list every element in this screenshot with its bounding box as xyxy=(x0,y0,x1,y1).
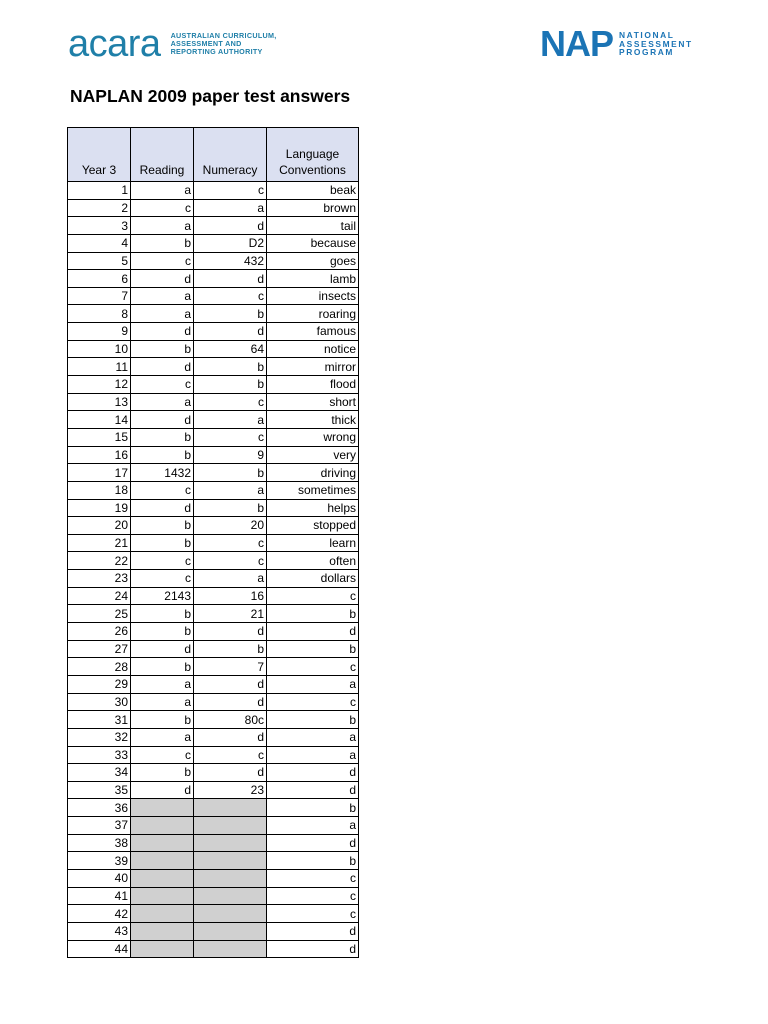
numeracy-answer-cell-empty xyxy=(194,817,267,835)
numeracy-answer-cell: b xyxy=(194,376,267,394)
language-answer-cell: tail xyxy=(267,217,359,235)
header-year: Year 3 xyxy=(68,128,131,182)
question-number-cell: 16 xyxy=(68,446,131,464)
question-number-cell: 40 xyxy=(68,869,131,887)
acara-logo-word: acara xyxy=(68,23,161,65)
question-number-cell: 32 xyxy=(68,728,131,746)
numeracy-answer-cell: d xyxy=(194,217,267,235)
language-answer-cell: b xyxy=(267,711,359,729)
nap-logo-word: NAP xyxy=(540,23,614,64)
numeracy-answer-cell: a xyxy=(194,570,267,588)
question-number-cell: 7 xyxy=(68,287,131,305)
numeracy-answer-cell-empty xyxy=(194,869,267,887)
numeracy-answer-cell-empty xyxy=(194,887,267,905)
numeracy-answer-cell: 23 xyxy=(194,781,267,799)
language-answer-cell: b xyxy=(267,605,359,623)
table-row xyxy=(68,623,359,641)
table-row xyxy=(68,693,359,711)
language-answer-cell: d xyxy=(267,781,359,799)
question-number-cell: 13 xyxy=(68,393,131,411)
header-language-conventions-label: Language Conventions xyxy=(279,147,346,177)
question-number-cell: 34 xyxy=(68,764,131,782)
table-row xyxy=(68,499,359,517)
question-number-cell: 4 xyxy=(68,234,131,252)
language-answer-cell: d xyxy=(267,940,359,958)
reading-answer-cell: a xyxy=(131,728,194,746)
numeracy-answer-cell: 9 xyxy=(194,446,267,464)
numeracy-answer-cell: 432 xyxy=(194,252,267,270)
reading-answer-cell: d xyxy=(131,499,194,517)
question-number-cell: 8 xyxy=(68,305,131,323)
language-answer-cell: c xyxy=(267,887,359,905)
nap-logo-line-3: PROGRAM xyxy=(619,47,674,58)
numeracy-answer-cell-empty xyxy=(194,905,267,923)
language-answer-cell: mirror xyxy=(267,358,359,376)
reading-answer-cell: 1432 xyxy=(131,464,194,482)
question-number-cell: 15 xyxy=(68,428,131,446)
numeracy-answer-cell: c xyxy=(194,393,267,411)
table-row xyxy=(68,464,359,482)
table-row xyxy=(68,570,359,588)
numeracy-answer-cell: c xyxy=(194,746,267,764)
language-answer-cell: d xyxy=(267,922,359,940)
numeracy-answer-cell-empty xyxy=(194,852,267,870)
table-row xyxy=(68,887,359,905)
reading-answer-cell: d xyxy=(131,358,194,376)
reading-answer-cell: a xyxy=(131,287,194,305)
question-number-cell: 30 xyxy=(68,693,131,711)
table-row xyxy=(68,799,359,817)
reading-answer-cell-empty xyxy=(131,852,194,870)
table-header-row xyxy=(68,128,359,182)
numeracy-answer-cell: 21 xyxy=(194,605,267,623)
numeracy-answer-cell: d xyxy=(194,693,267,711)
language-answer-cell: notice xyxy=(267,340,359,358)
language-answer-cell: sometimes xyxy=(267,481,359,499)
reading-answer-cell-empty xyxy=(131,817,194,835)
table-row xyxy=(68,834,359,852)
reading-answer-cell: a xyxy=(131,693,194,711)
language-answer-cell: insects xyxy=(267,287,359,305)
page-title: NAPLAN 2009 paper test answers xyxy=(70,86,351,106)
reading-answer-cell-empty xyxy=(131,887,194,905)
language-answer-cell: a xyxy=(267,746,359,764)
language-answer-cell: b xyxy=(267,799,359,817)
reading-answer-cell: 2143 xyxy=(131,587,194,605)
language-answer-cell: a xyxy=(267,728,359,746)
reading-answer-cell: c xyxy=(131,376,194,394)
table-row xyxy=(68,746,359,764)
header-reading: Reading xyxy=(131,128,194,182)
question-number-cell: 12 xyxy=(68,376,131,394)
reading-answer-cell: a xyxy=(131,675,194,693)
numeracy-answer-cell: 20 xyxy=(194,517,267,535)
numeracy-answer-cell: c xyxy=(194,534,267,552)
table-row xyxy=(68,869,359,887)
question-number-cell: 24 xyxy=(68,587,131,605)
table-row xyxy=(68,905,359,923)
acara-logo-subtitle xyxy=(171,32,277,56)
reading-answer-cell: b xyxy=(131,446,194,464)
header-numeracy: Numeracy xyxy=(194,128,267,182)
numeracy-answer-cell: d xyxy=(194,764,267,782)
reading-answer-cell: b xyxy=(131,711,194,729)
reading-answer-cell: b xyxy=(131,234,194,252)
question-number-cell: 35 xyxy=(68,781,131,799)
language-answer-cell: c xyxy=(267,587,359,605)
language-answer-cell: helps xyxy=(267,499,359,517)
numeracy-answer-cell: b xyxy=(194,358,267,376)
table-row xyxy=(68,658,359,676)
numeracy-answer-cell: c xyxy=(194,287,267,305)
numeracy-answer-cell: b xyxy=(194,640,267,658)
numeracy-answer-cell: 7 xyxy=(194,658,267,676)
language-answer-cell: short xyxy=(267,393,359,411)
reading-answer-cell-empty xyxy=(131,869,194,887)
table-row xyxy=(68,781,359,799)
table-row xyxy=(68,711,359,729)
question-number-cell: 41 xyxy=(68,887,131,905)
question-number-cell: 3 xyxy=(68,217,131,235)
language-answer-cell: b xyxy=(267,852,359,870)
table-row xyxy=(68,199,359,217)
language-answer-cell: flood xyxy=(267,376,359,394)
language-answer-cell: stopped xyxy=(267,517,359,535)
table-row xyxy=(68,552,359,570)
table-row xyxy=(68,323,359,341)
nap-logo-line-2: ASSESSMENT xyxy=(619,38,693,49)
numeracy-answer-cell-empty xyxy=(194,799,267,817)
table-row xyxy=(68,534,359,552)
reading-answer-cell: a xyxy=(131,393,194,411)
question-number-cell: 28 xyxy=(68,658,131,676)
language-answer-cell: brown xyxy=(267,199,359,217)
numeracy-answer-cell: b xyxy=(194,499,267,517)
language-answer-cell: c xyxy=(267,693,359,711)
reading-answer-cell: a xyxy=(131,182,194,200)
language-answer-cell: a xyxy=(267,675,359,693)
question-number-cell: 31 xyxy=(68,711,131,729)
answers-table xyxy=(67,127,359,958)
language-answer-cell: b xyxy=(267,640,359,658)
numeracy-answer-cell-empty xyxy=(194,940,267,958)
question-number-cell: 23 xyxy=(68,570,131,588)
question-number-cell: 26 xyxy=(68,623,131,641)
question-number-cell: 19 xyxy=(68,499,131,517)
reading-answer-cell: b xyxy=(131,623,194,641)
table-row xyxy=(68,270,359,288)
language-answer-cell: d xyxy=(267,623,359,641)
question-number-cell: 22 xyxy=(68,552,131,570)
question-number-cell: 10 xyxy=(68,340,131,358)
table-row xyxy=(68,287,359,305)
table-row xyxy=(68,305,359,323)
question-number-cell: 42 xyxy=(68,905,131,923)
language-answer-cell: learn xyxy=(267,534,359,552)
acara-logo-line-3: REPORTING AUTHORITY xyxy=(170,47,263,56)
table-row xyxy=(68,922,359,940)
numeracy-answer-cell: c xyxy=(194,428,267,446)
table-row xyxy=(68,728,359,746)
language-answer-cell: c xyxy=(267,905,359,923)
language-answer-cell: because xyxy=(267,234,359,252)
question-number-cell: 5 xyxy=(68,252,131,270)
language-answer-cell: c xyxy=(267,869,359,887)
table-row xyxy=(68,411,359,429)
nap-logo-line-1: NATIONAL xyxy=(619,30,675,41)
nap-logo xyxy=(540,23,693,64)
table-row xyxy=(68,640,359,658)
numeracy-answer-cell: a xyxy=(194,481,267,499)
question-number-cell: 1 xyxy=(68,182,131,200)
reading-answer-cell: b xyxy=(131,340,194,358)
numeracy-answer-cell: 16 xyxy=(194,587,267,605)
reading-answer-cell: b xyxy=(131,764,194,782)
table-row xyxy=(68,852,359,870)
reading-answer-cell-empty xyxy=(131,940,194,958)
numeracy-answer-cell: c xyxy=(194,552,267,570)
language-answer-cell: thick xyxy=(267,411,359,429)
reading-answer-cell: b xyxy=(131,517,194,535)
reading-answer-cell: c xyxy=(131,481,194,499)
numeracy-answer-cell-empty xyxy=(194,834,267,852)
answers-body xyxy=(68,182,359,958)
reading-answer-cell: b xyxy=(131,534,194,552)
table-row xyxy=(68,446,359,464)
numeracy-answer-cell: a xyxy=(194,411,267,429)
numeracy-answer-cell: d xyxy=(194,728,267,746)
question-number-cell: 20 xyxy=(68,517,131,535)
reading-answer-cell: d xyxy=(131,781,194,799)
reading-answer-cell-empty xyxy=(131,799,194,817)
acara-logo-line-1: AUSTRALIAN CURRICULUM, xyxy=(170,31,277,40)
table-row xyxy=(68,393,359,411)
table-row xyxy=(68,817,359,835)
reading-answer-cell-empty xyxy=(131,905,194,923)
reading-answer-cell: a xyxy=(131,217,194,235)
question-number-cell: 18 xyxy=(68,481,131,499)
numeracy-answer-cell: b xyxy=(194,464,267,482)
question-number-cell: 25 xyxy=(68,605,131,623)
table-row xyxy=(68,234,359,252)
numeracy-answer-cell: d xyxy=(194,323,267,341)
question-number-cell: 33 xyxy=(68,746,131,764)
question-number-cell: 21 xyxy=(68,534,131,552)
language-answer-cell: dollars xyxy=(267,570,359,588)
question-number-cell: 39 xyxy=(68,852,131,870)
question-number-cell: 36 xyxy=(68,799,131,817)
language-answer-cell: famous xyxy=(267,323,359,341)
numeracy-answer-cell: d xyxy=(194,623,267,641)
numeracy-answer-cell: a xyxy=(194,199,267,217)
table-row xyxy=(68,940,359,958)
language-answer-cell: lamb xyxy=(267,270,359,288)
language-answer-cell: c xyxy=(267,658,359,676)
table-row xyxy=(68,182,359,200)
language-answer-cell: d xyxy=(267,764,359,782)
reading-answer-cell: c xyxy=(131,746,194,764)
table-row xyxy=(68,428,359,446)
reading-answer-cell: d xyxy=(131,411,194,429)
language-answer-cell: driving xyxy=(267,464,359,482)
table-row xyxy=(68,587,359,605)
table-row xyxy=(68,764,359,782)
reading-answer-cell: c xyxy=(131,199,194,217)
reading-answer-cell: c xyxy=(131,252,194,270)
numeracy-answer-cell: 64 xyxy=(194,340,267,358)
table-row xyxy=(68,481,359,499)
question-number-cell: 38 xyxy=(68,834,131,852)
language-answer-cell: often xyxy=(267,552,359,570)
question-number-cell: 29 xyxy=(68,675,131,693)
question-number-cell: 14 xyxy=(68,411,131,429)
language-answer-cell: wrong xyxy=(267,428,359,446)
reading-answer-cell: d xyxy=(131,270,194,288)
reading-answer-cell-empty xyxy=(131,922,194,940)
language-answer-cell: d xyxy=(267,834,359,852)
numeracy-answer-cell: c xyxy=(194,182,267,200)
reading-answer-cell: b xyxy=(131,605,194,623)
reading-answer-cell: c xyxy=(131,552,194,570)
language-answer-cell: a xyxy=(267,817,359,835)
reading-answer-cell: b xyxy=(131,658,194,676)
nap-logo-subtitle xyxy=(619,31,693,57)
header-language-conventions xyxy=(267,128,359,182)
numeracy-answer-cell: d xyxy=(194,270,267,288)
table-row xyxy=(68,252,359,270)
reading-answer-cell: a xyxy=(131,305,194,323)
table-row xyxy=(68,217,359,235)
question-number-cell: 43 xyxy=(68,922,131,940)
numeracy-answer-cell: b xyxy=(194,305,267,323)
language-answer-cell: roaring xyxy=(267,305,359,323)
question-number-cell: 17 xyxy=(68,464,131,482)
question-number-cell: 6 xyxy=(68,270,131,288)
reading-answer-cell: d xyxy=(131,640,194,658)
language-answer-cell: beak xyxy=(267,182,359,200)
table-row xyxy=(68,376,359,394)
table-row xyxy=(68,340,359,358)
question-number-cell: 11 xyxy=(68,358,131,376)
question-number-cell: 9 xyxy=(68,323,131,341)
acara-logo xyxy=(68,23,277,65)
language-answer-cell: goes xyxy=(267,252,359,270)
question-number-cell: 37 xyxy=(68,817,131,835)
reading-answer-cell: c xyxy=(131,570,194,588)
question-number-cell: 27 xyxy=(68,640,131,658)
table-row xyxy=(68,605,359,623)
reading-answer-cell: d xyxy=(131,323,194,341)
language-answer-cell: very xyxy=(267,446,359,464)
reading-answer-cell-empty xyxy=(131,834,194,852)
table-row xyxy=(68,675,359,693)
numeracy-answer-cell-empty xyxy=(194,922,267,940)
question-number-cell: 2 xyxy=(68,199,131,217)
table-row xyxy=(68,517,359,535)
reading-answer-cell: b xyxy=(131,428,194,446)
numeracy-answer-cell: 80c xyxy=(194,711,267,729)
table-row xyxy=(68,358,359,376)
acara-logo-line-2: ASSESSMENT AND xyxy=(170,39,242,48)
question-number-cell: 44 xyxy=(68,940,131,958)
numeracy-answer-cell: d xyxy=(194,675,267,693)
numeracy-answer-cell: D2 xyxy=(194,234,267,252)
